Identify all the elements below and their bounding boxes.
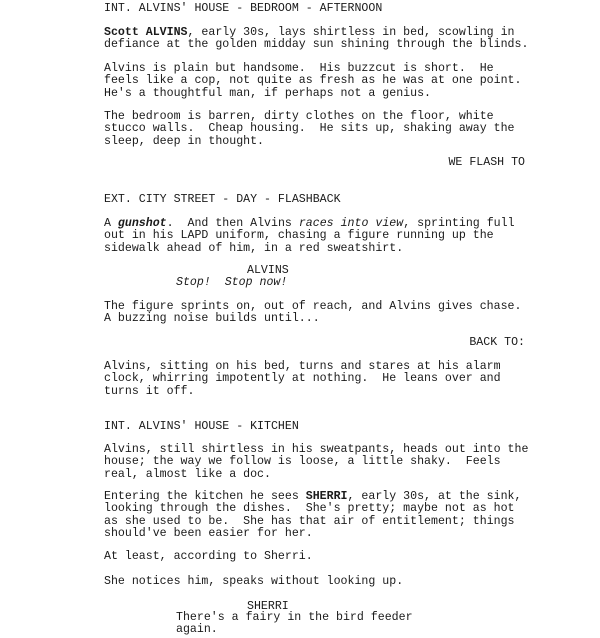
scene-heading: INT. ALVINS' HOUSE - KITCHEN [104, 420, 299, 433]
scene-heading: EXT. CITY STREET - DAY - FLASHBACK [104, 193, 341, 206]
action-paragraph: The bedroom is barren, dirty clothes on the floor, white stucco walls. Cheap housing. He sits up, shaking away the sleep, deep in thought. [104, 110, 515, 148]
italic-text: races into view [298, 217, 404, 230]
action-text: . And then Alvins [166, 217, 299, 230]
action-paragraph: At least, according to Sherri. [104, 550, 313, 563]
action-paragraph [104, 491, 521, 540]
character-cue: SHERRI [247, 600, 289, 613]
dialogue: There's a fairy in the bird feeder again. [176, 611, 413, 637]
action-text: A [104, 217, 118, 230]
emphasis-text: gunshot [117, 217, 167, 230]
action-text: , early 30s, at the sink, looking through the dishes. She's pretty; maybe not as hot as she used to be. She has that air of entitlement; things should've been easier for her. [104, 490, 522, 540]
scene-heading: INT. ALVINS' HOUSE - BEDROOM - AFTERNOON [104, 2, 383, 15]
action-paragraph: Alvins is plain but handsome. His buzzcut is short. He feels like a cop, not quite as fresh as he was at one point. He's a thoughtful man, if perhaps not a genius. [104, 62, 522, 100]
dialogue: Stop! Stop now! [176, 276, 288, 289]
action-paragraph [104, 218, 515, 255]
action-paragraph: The figure sprints on, out of reach, and Alvins gives chase. A buzzing noise builds until... [104, 300, 522, 326]
action-paragraph: Alvins, still shirtless in his sweatpants, heads out into the house; the way we follow is loose, a little shaky. Feels real, almost like a doc. [104, 443, 529, 481]
transition: BACK TO: [469, 336, 525, 349]
character-cue: ALVINS [247, 264, 289, 277]
transition: WE FLASH TO [448, 156, 525, 169]
character-intro: Scott ALVINS [104, 26, 188, 39]
action-paragraph [104, 27, 528, 52]
action-paragraph: She notices him, speaks without looking up. [104, 575, 404, 588]
action-paragraph: Alvins, sitting on his bed, turns and stares at his alarm clock, whirring impotently at nothing. He leans over and turns it off. [104, 360, 501, 398]
action-text: , sprinting full out in his LAPD uniform, chasing a figure running up the sidewalk ahead of him, in a red sweatshirt. [104, 217, 515, 255]
character-intro: SHERRI [305, 490, 348, 503]
action-text: , early 30s, lays shirtless in bed, scowling in defiance at the golden midday sun shining through the blinds. [104, 26, 529, 52]
action-text: Entering the kitchen he sees [104, 490, 306, 503]
